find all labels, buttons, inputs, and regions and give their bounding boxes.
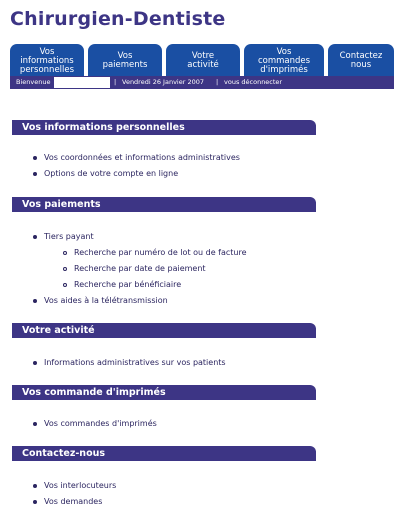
link-commandes-imprimes[interactable]: Vos commandes d'imprimés [44, 419, 157, 428]
tab-label: Contactez nous [339, 51, 383, 70]
link-options-compte[interactable]: Options de votre compte en ligne [44, 169, 179, 178]
tab-activite[interactable] [166, 44, 240, 76]
tab-paiements[interactable] [88, 44, 162, 76]
link-informations-patients[interactable]: Informations administratives sur vos patients [44, 358, 226, 367]
current-date: Vendredi 26 Janvier 2007 [122, 78, 205, 86]
main-nav [10, 44, 394, 76]
bullet-icon [33, 361, 37, 365]
tab-informations-personnelles[interactable] [10, 44, 84, 76]
link-interlocuteurs[interactable]: Vos interlocuteurs [44, 481, 117, 490]
link-coordonnees[interactable]: Vos coordonnées et informations administratives [44, 153, 240, 162]
status-bar [10, 76, 394, 89]
tab-label: Vos paiements [102, 51, 148, 70]
link-recherche-beneficiaire[interactable]: Recherche par bénéficiaire [74, 280, 182, 289]
separator: | [114, 78, 117, 86]
link-recherche-date[interactable]: Recherche par date de paiement [74, 264, 206, 273]
circle-bullet-icon [63, 267, 67, 271]
tab-label: Vos commandes d'imprimés [257, 46, 311, 75]
site-title: Chirurgien-Dentiste [10, 8, 226, 30]
user-name-box [54, 77, 110, 88]
bullet-icon [33, 156, 37, 160]
section-header-activite: Votre activité [12, 323, 316, 338]
tab-commandes-imprimes[interactable] [244, 44, 324, 76]
bullet-icon [33, 422, 37, 426]
bullet-icon [33, 484, 37, 488]
circle-bullet-icon [63, 283, 67, 287]
bullet-icon [33, 235, 37, 239]
bullet-icon [33, 172, 37, 176]
tab-label: Votre activité [187, 51, 219, 70]
separator: | [216, 78, 219, 86]
link-tiers-payant[interactable]: Tiers payant [44, 232, 94, 241]
link-recherche-lot[interactable]: Recherche par numéro de lot ou de facture [74, 248, 247, 257]
welcome-text: Bienvenue [16, 78, 51, 86]
logout-link[interactable]: vous déconnecter [224, 78, 283, 86]
section-header-contactez-nous: Contactez-nous [12, 446, 316, 461]
circle-bullet-icon [63, 251, 67, 255]
section-header-informations: Vos informations personnelles [12, 120, 316, 135]
link-demandes[interactable]: Vos demandes [44, 497, 103, 506]
bullet-icon [33, 299, 37, 303]
section-header-paiements: Vos paiements [12, 197, 316, 212]
tab-label: Vos informations personnelles [19, 46, 75, 75]
link-aides-teletransmission[interactable]: Vos aides à la télétransmission [44, 296, 168, 305]
bullet-icon [33, 500, 37, 504]
section-header-commande-imprimes: Vos commande d'imprimés [12, 385, 316, 400]
tab-contactez-nous[interactable] [328, 44, 394, 76]
